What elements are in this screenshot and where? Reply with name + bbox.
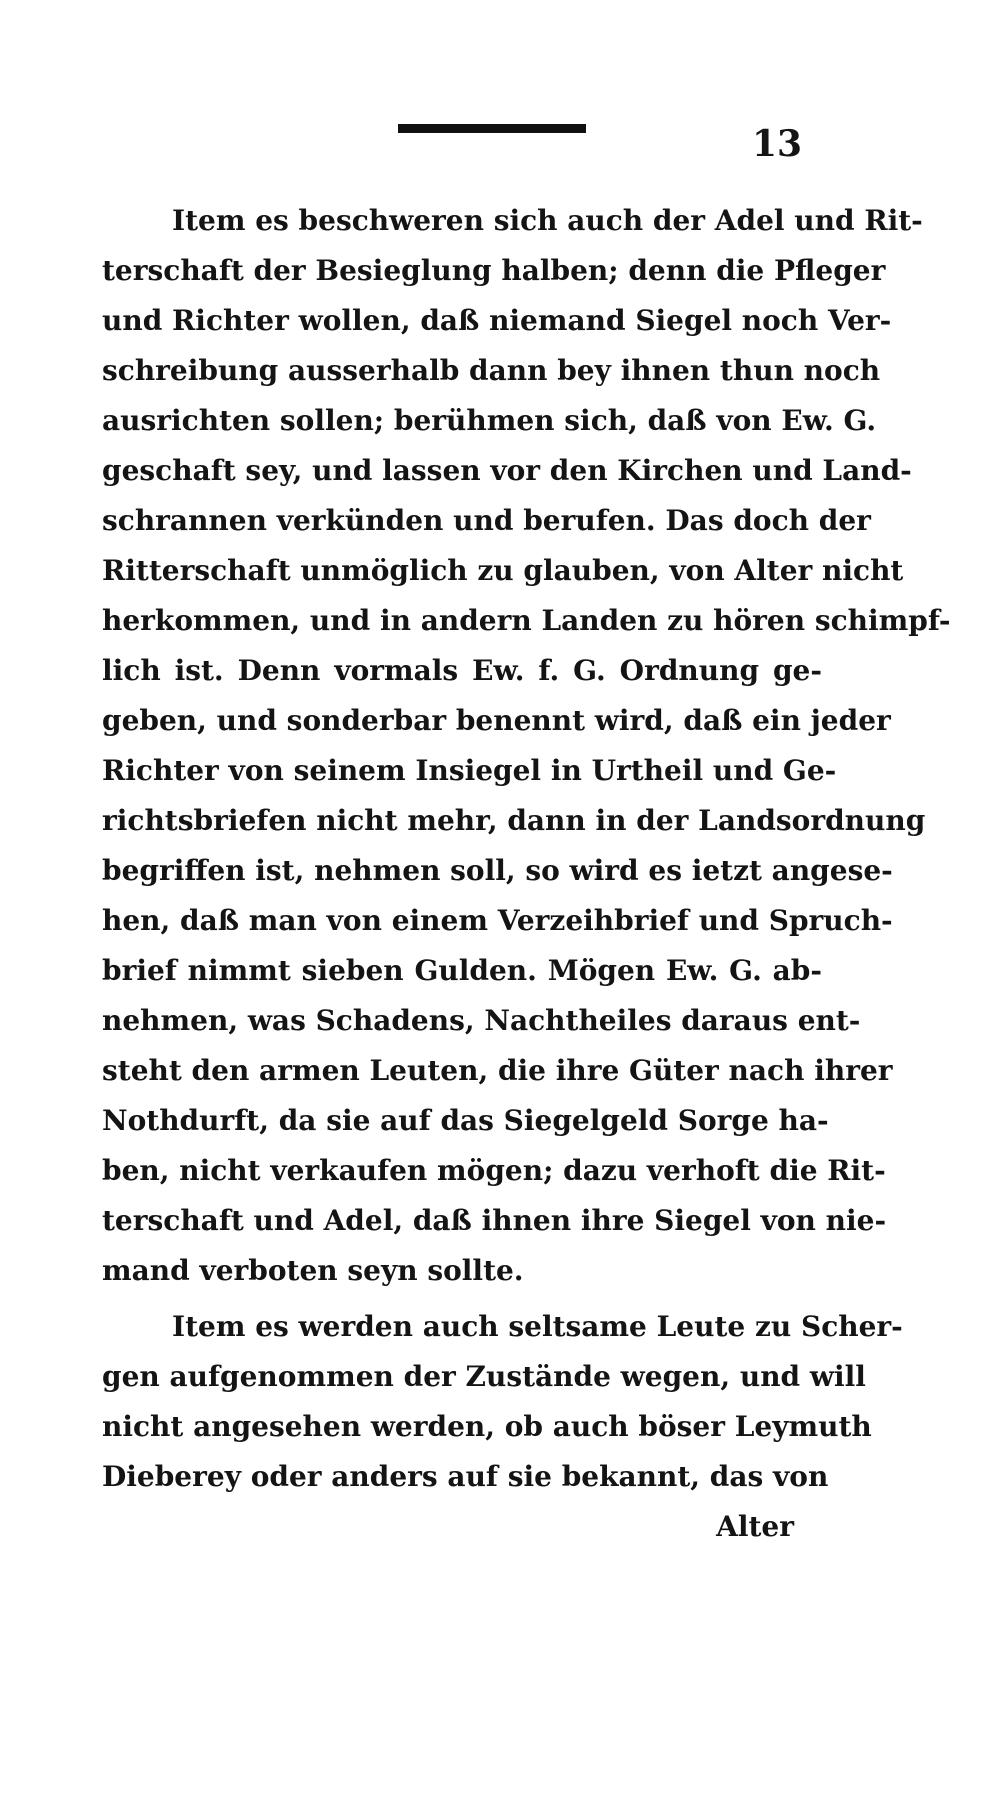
text-line: richtsbriefen nicht mehr, dann in der Landsordnung	[102, 804, 926, 837]
text-line: und Richter wollen, daß niemand Siegel noch Ver-	[102, 304, 892, 337]
page-number: 13	[752, 123, 803, 165]
text-line: terschaft und Adel, daß ihnen ihre Siegel von nie-	[102, 1204, 887, 1237]
paragraph-1	[102, 196, 951, 1296]
paragraph-2	[102, 1302, 903, 1552]
text-line: herkommen, und in andern Landen zu hören schimpf-	[102, 604, 951, 637]
text-line: ben, nicht verkaufen mögen; dazu verhoft die Rit-	[102, 1154, 886, 1187]
catchword: Alter	[716, 1510, 794, 1543]
text-line: hen, daß man von einem Verzeihbrief und Spruch-	[102, 904, 893, 937]
text-line: gen aufgenommen der Zuständе wegen, und will	[102, 1360, 866, 1393]
text-line: Nothdurft, da sie auf das Siegelgeld Sorge ha-	[102, 1104, 829, 1137]
text-line: mand verboten seyn sollte.	[102, 1254, 524, 1287]
text-line: begriffen ist, nehmen soll, so wird es ietzt angese-	[102, 854, 893, 887]
text-line: Richter von seinem Insiegel in Urtheil und Ge-	[102, 754, 837, 787]
text-line: nehmen, was Schadens, Nachtheiles daraus ent-	[102, 1004, 861, 1037]
text-line: schreibung ausserhalb dann bey ihnen thun noch	[102, 354, 881, 387]
text-line: geben, und sonderbar benennt wird, daß ein jeder	[102, 704, 891, 737]
text-line: schrannen verkünden und berufen. Das doch der	[102, 504, 871, 537]
text-line: geschaft sey, und lassen vor den Kirchen und Land-	[102, 454, 912, 487]
text-line: Item es beschweren sich auch der Adel und Rit-	[172, 204, 923, 237]
text-line: steht den armen Leuten, die ihre Güter nach ihrer	[102, 1054, 893, 1087]
text-line: Ritterschaft unmöglich zu glauben, von Alter nicht	[102, 554, 904, 587]
text-line: Dieberey oder anders auf sie bekannt, das von	[102, 1460, 829, 1493]
header-rule	[398, 124, 586, 133]
text-line: terschaft der Besieglung halben; denn die Pfleger	[102, 254, 886, 287]
text-line: Item es werden auch seltsame Leute zu Scher-	[172, 1310, 903, 1343]
text-line: ausrichten sollen; berühmen sich, daß von Ew. G.	[102, 404, 877, 437]
text-line: brief nimmt sieben Gulden. Mögen Ew. G. ab-	[102, 954, 822, 987]
text-line: lich ist. Denn vormals Ew. f. G. Ordnung ge-	[102, 654, 822, 687]
text-line: nicht angesehen werden, ob auch böser Leymuth	[102, 1410, 872, 1443]
